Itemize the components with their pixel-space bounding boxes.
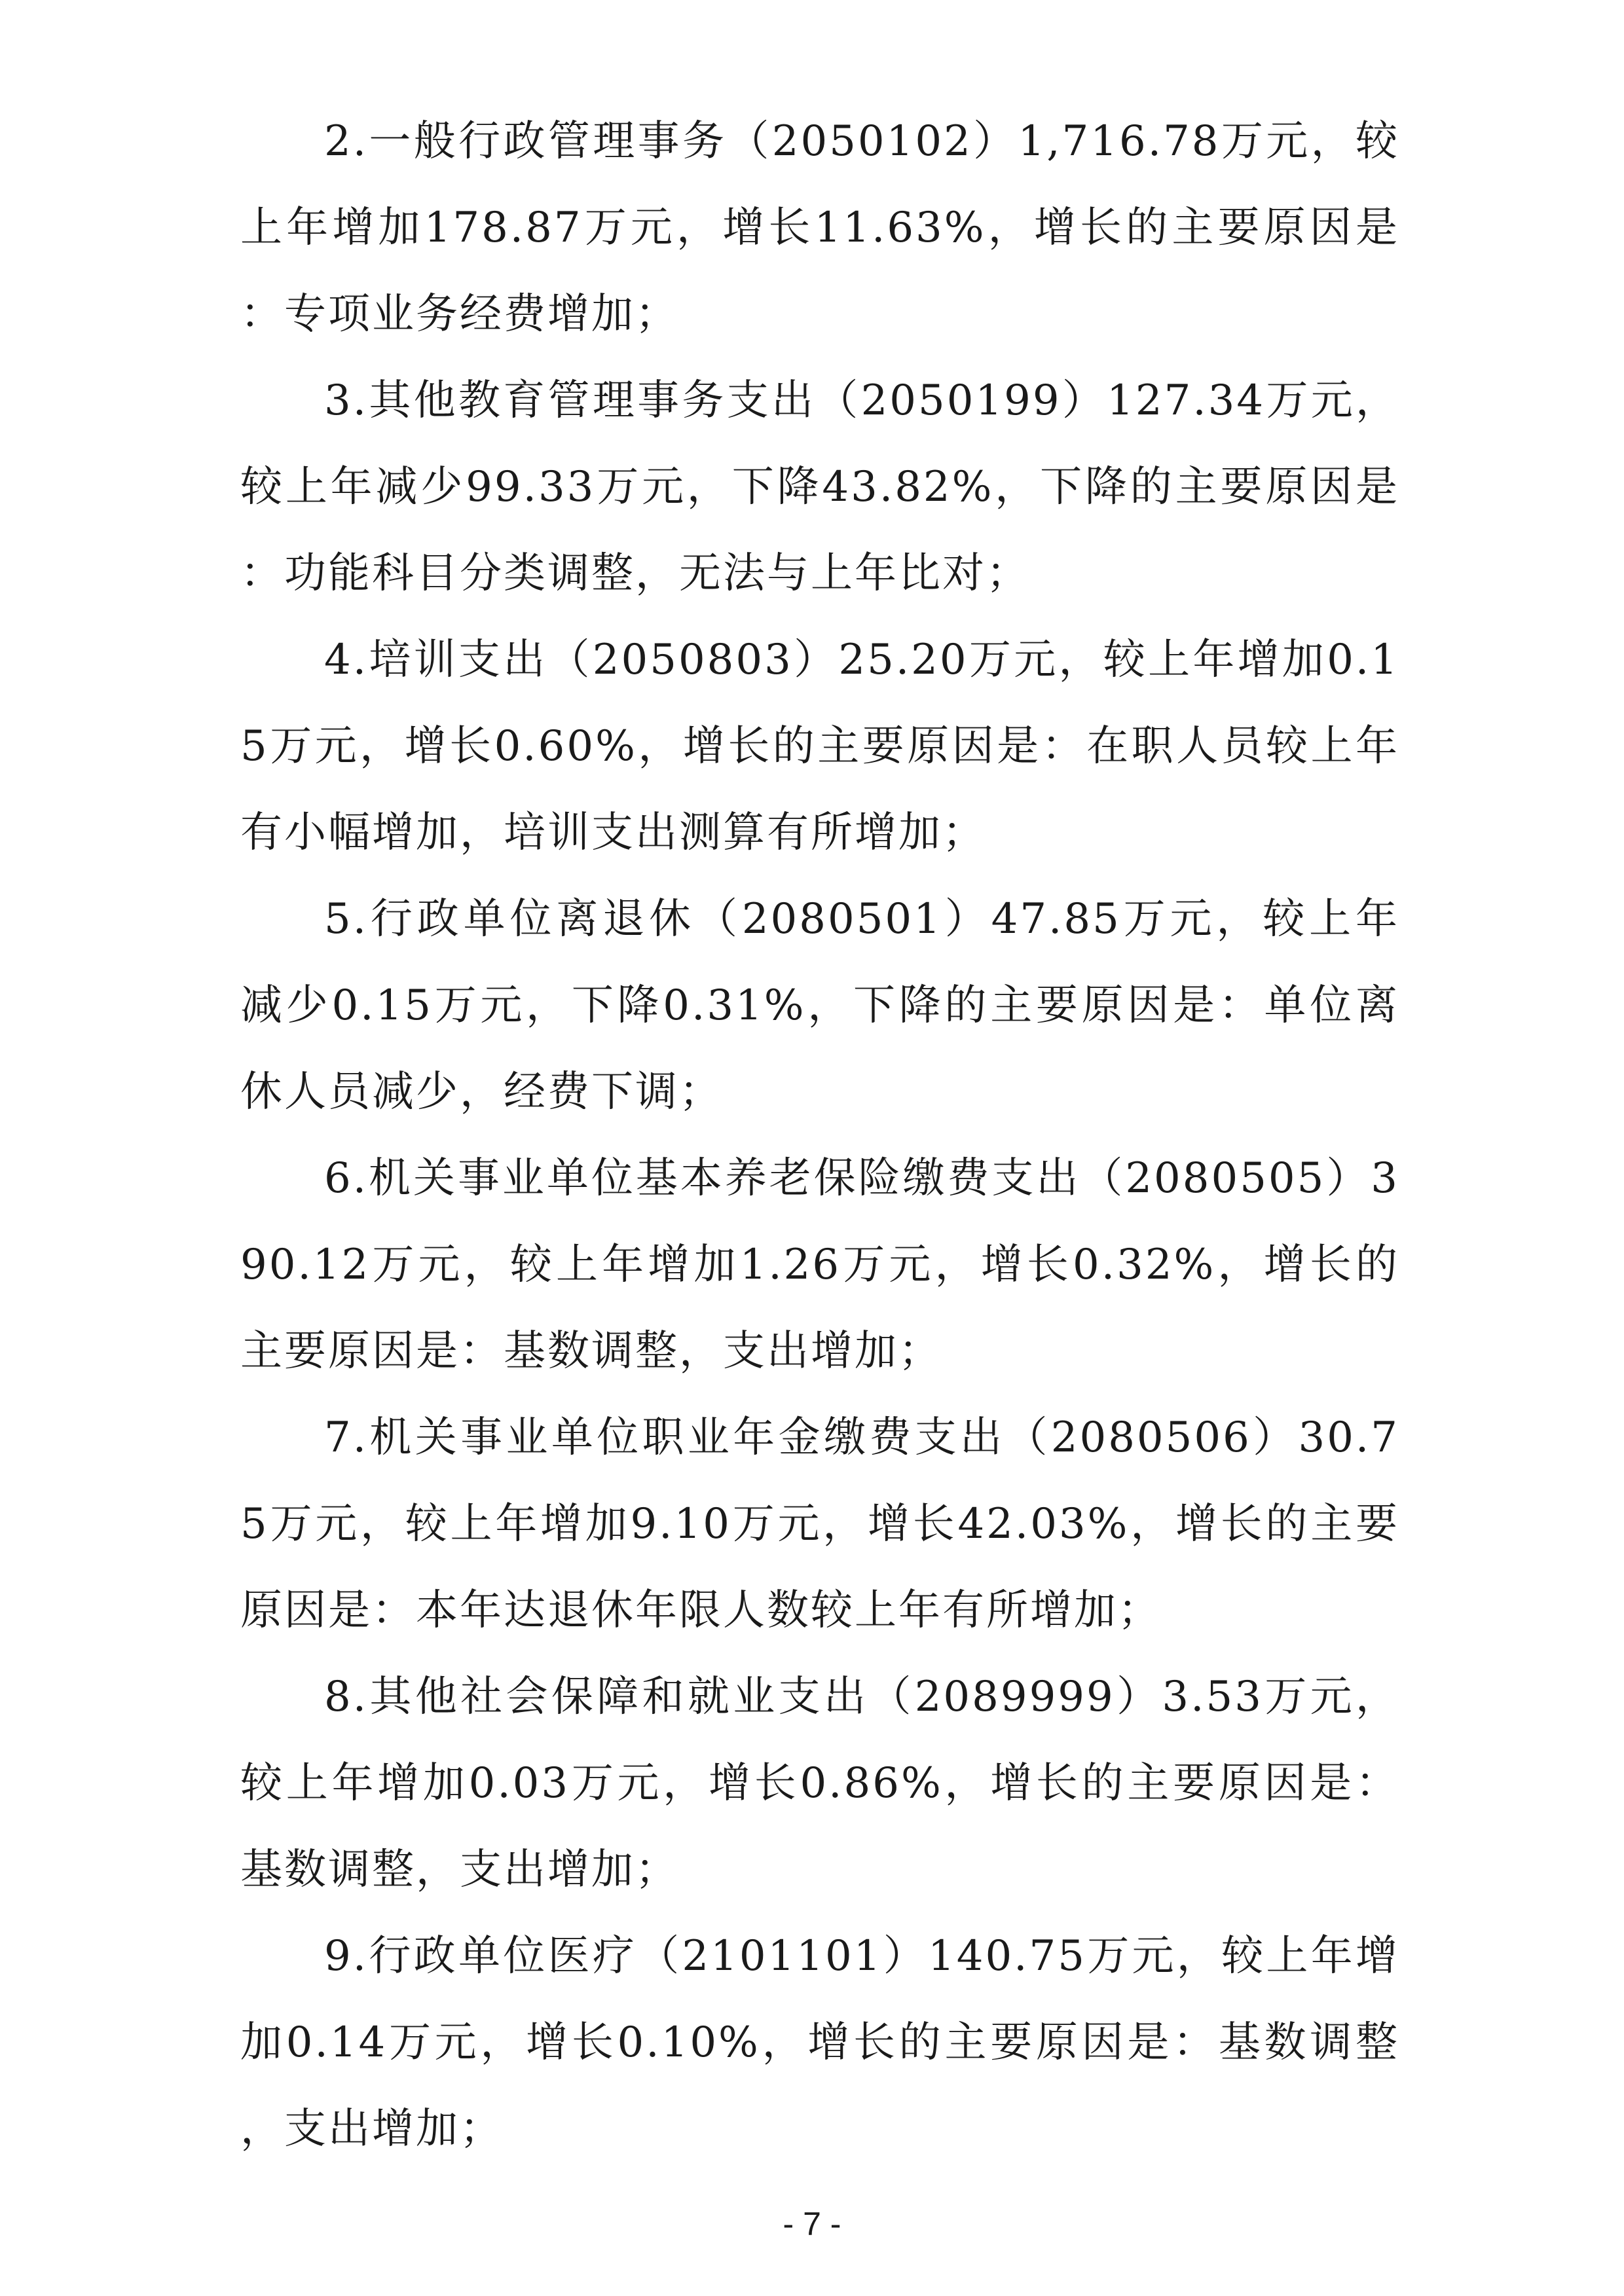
page-number: - 7 - (783, 2206, 841, 2242)
paragraph-item-5: 5.行政单位离退休（2080501）47.85万元，较上年减少0.15万元，下降0.31%，下降的主要原因是：单位离休人员减少，经费下调； (240, 895, 1399, 1116)
paragraph-item-7: 7.机关事业单位职业年金缴费支出（2080506）30.75万元，较上年增加9.10万元，增长42.03%，增长的主要原因是：本年达退休年限人数较上年有所增加； (240, 1413, 1399, 1635)
paragraph-item-9: 9.行政单位医疗（2101101）140.75万元，较上年增加0.14万元，增长0.10%，增长的主要原因是：基数调整，支出增加； (240, 1932, 1399, 2153)
paragraph-item-2: 2.一般行政管理事务（2050102）1,716.78万元，较上年增加178.87万元，增长11.63%，增长的主要原因是：专项业务经费增加； (240, 117, 1399, 338)
paragraph-item-3: 3.其他教育管理事务支出（2050199）127.34万元，较上年减少99.33万元，下降43.82%，下降的主要原因是：功能科目分类调整，无法与上年比对； (240, 376, 1399, 598)
paragraph-item-4: 4.培训支出（2050803）25.20万元，较上年增加0.15万元，增长0.60%，增长的主要原因是：在职人员较上年有小幅增加，培训支出测算有所增加； (240, 636, 1399, 857)
document-body (240, 98, 1399, 2172)
paragraph-item-8: 8.其他社会保障和就业支出（2089999）3.53万元，较上年增加0.03万元，增长0.86%，增长的主要原因是：基数调整，支出增加； (240, 1673, 1399, 1894)
paragraph-item-6: 6.机关事业单位基本养老保险缴费支出（2080505）390.12万元，较上年增加1.26万元，增长0.32%，增长的主要原因是：基数调整，支出增加； (240, 1154, 1399, 1376)
